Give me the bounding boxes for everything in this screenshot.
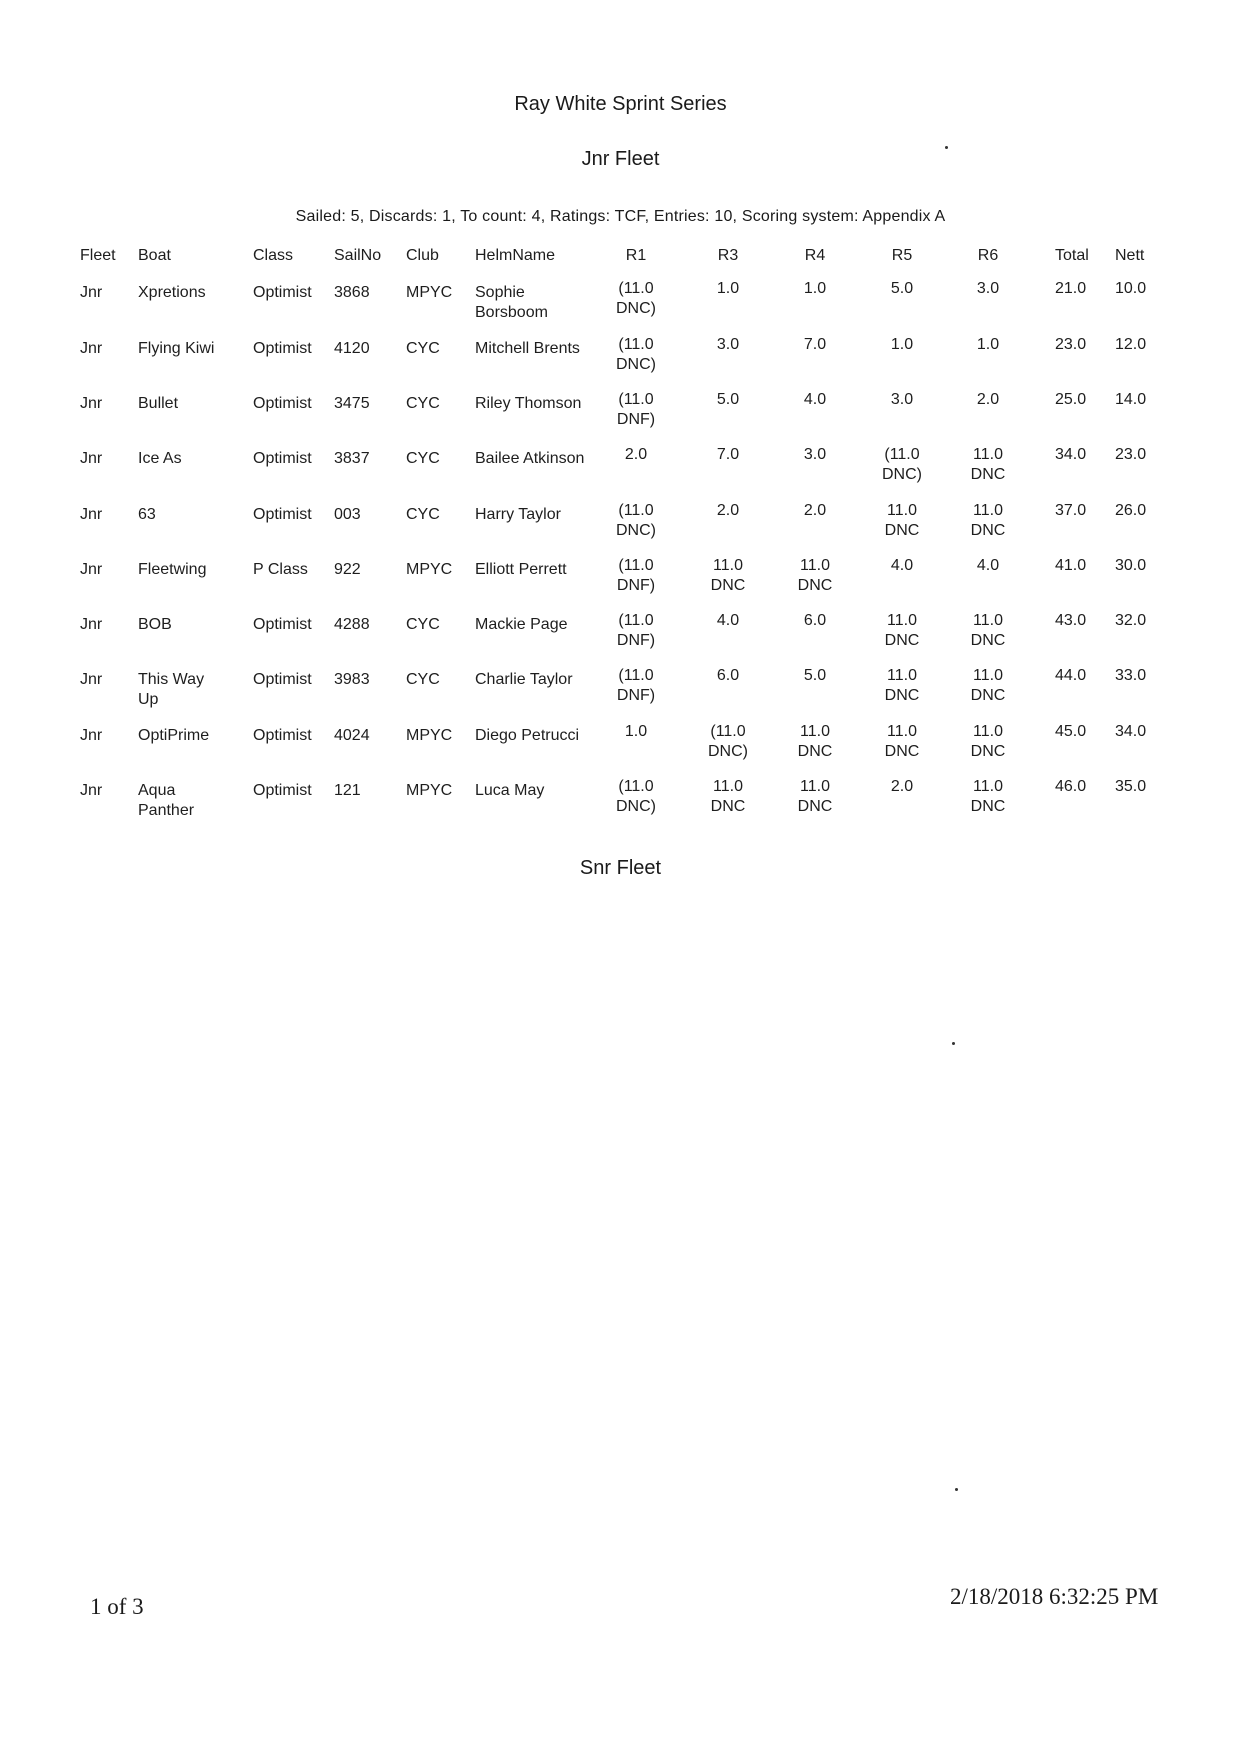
cell-boat: Xpretions xyxy=(138,284,206,301)
cell-class: Optimist xyxy=(253,782,312,799)
cell-helm-name: Luca May xyxy=(475,782,545,799)
cell-class: Optimist xyxy=(253,506,312,523)
column-header-class: Class xyxy=(253,247,294,264)
column-header-club: Club xyxy=(406,247,439,264)
column-header-r1: R1 xyxy=(625,247,647,264)
cell-nett: 26.0 xyxy=(1115,502,1147,519)
cell-fleet: Jnr xyxy=(80,616,103,633)
cell-boat: Fleetwing xyxy=(138,561,207,578)
cell-club: MPYC xyxy=(406,727,453,744)
cell-club: MPYC xyxy=(406,284,453,301)
cell-r5: 11.0 DNC xyxy=(884,612,920,649)
column-header-fleet: Fleet xyxy=(80,247,116,264)
cell-nett: 33.0 xyxy=(1115,667,1147,684)
cell-r1: (11.0 DNF) xyxy=(616,557,656,594)
cell-sail-no: 922 xyxy=(334,561,361,578)
cell-boat: Bullet xyxy=(138,395,179,412)
cell-r5: 11.0 DNC xyxy=(884,723,920,760)
cell-class: Optimist xyxy=(253,727,312,744)
column-header-r6: R6 xyxy=(977,247,999,264)
cell-class: Optimist xyxy=(253,284,312,301)
cell-boat: Aqua Panther xyxy=(138,782,195,819)
cell-helm-name: Bailee Atkinson xyxy=(475,450,585,467)
cell-r3: 2.0 xyxy=(716,502,740,519)
column-header-helm-name: HelmName xyxy=(475,247,556,264)
cell-club: CYC xyxy=(406,395,440,412)
column-header-total: Total xyxy=(1055,247,1089,264)
cell-fleet: Jnr xyxy=(80,782,103,799)
cell-nett: 34.0 xyxy=(1115,723,1147,740)
scan-speck xyxy=(945,146,948,149)
cell-helm-name: Charlie Taylor xyxy=(475,671,573,688)
cell-nett: 23.0 xyxy=(1115,446,1147,463)
cell-helm-name: Elliott Perrett xyxy=(475,561,567,578)
cell-fleet: Jnr xyxy=(80,561,103,578)
document-title: Ray White Sprint Series xyxy=(514,93,727,115)
cell-club: CYC xyxy=(406,340,440,357)
cell-class: P Class xyxy=(253,561,308,578)
cell-nett: 12.0 xyxy=(1115,336,1147,353)
cell-r5: 5.0 xyxy=(890,280,914,297)
cell-r6: 11.0 DNC xyxy=(970,612,1006,649)
cell-total: 21.0 xyxy=(1055,280,1087,297)
cell-class: Optimist xyxy=(253,340,312,357)
cell-r6: 4.0 xyxy=(976,557,1000,574)
cell-total: 46.0 xyxy=(1055,778,1087,795)
cell-nett: 14.0 xyxy=(1115,391,1147,408)
cell-r6: 3.0 xyxy=(976,280,1000,297)
scan-speck xyxy=(955,1488,958,1491)
cell-class: Optimist xyxy=(253,616,312,633)
print-timestamp: 2/18/2018 6:32:25 PM xyxy=(950,1584,1159,1609)
cell-club: MPYC xyxy=(406,782,453,799)
cell-r5: (11.0 DNC) xyxy=(882,446,922,483)
column-header-r4: R4 xyxy=(804,247,826,264)
cell-r6: 11.0 DNC xyxy=(970,446,1006,483)
cell-nett: 30.0 xyxy=(1115,557,1147,574)
cell-r4: 2.0 xyxy=(803,502,827,519)
cell-r4: 11.0 DNC xyxy=(797,557,833,594)
cell-boat: 63 xyxy=(138,506,156,523)
cell-boat: BOB xyxy=(138,616,172,633)
jnr-fleet-heading: Jnr Fleet xyxy=(581,148,660,170)
cell-r6: 11.0 DNC xyxy=(970,667,1006,704)
cell-r1: (11.0 DNC) xyxy=(616,502,656,539)
column-header-r5: R5 xyxy=(891,247,913,264)
cell-r1: (11.0 DNC) xyxy=(616,778,656,815)
cell-fleet: Jnr xyxy=(80,506,103,523)
cell-boat: Flying Kiwi xyxy=(138,340,215,357)
cell-r4: 11.0 DNC xyxy=(797,778,833,815)
cell-r4: 1.0 xyxy=(803,280,827,297)
column-header-boat: Boat xyxy=(138,247,171,264)
cell-sail-no: 003 xyxy=(334,506,361,523)
cell-r1: (11.0 DNC) xyxy=(616,336,656,373)
cell-sail-no: 3475 xyxy=(334,395,370,412)
cell-total: 43.0 xyxy=(1055,612,1087,629)
cell-fleet: Jnr xyxy=(80,671,103,688)
cell-total: 41.0 xyxy=(1055,557,1087,574)
cell-r3: 5.0 xyxy=(716,391,740,408)
cell-club: CYC xyxy=(406,506,440,523)
cell-fleet: Jnr xyxy=(80,450,103,467)
cell-r5: 11.0 DNC xyxy=(884,667,920,704)
cell-boat: This Way Up xyxy=(138,671,205,708)
cell-r5: 3.0 xyxy=(890,391,914,408)
cell-total: 25.0 xyxy=(1055,391,1087,408)
cell-r6: 11.0 DNC xyxy=(970,723,1006,760)
cell-total: 37.0 xyxy=(1055,502,1087,519)
cell-sail-no: 121 xyxy=(334,782,361,799)
cell-r4: 4.0 xyxy=(803,391,827,408)
series-summary: Sailed: 5, Discards: 1, To count: 4, Ratings: TCF, Entries: 10, Scoring system: Appendix A xyxy=(295,208,946,225)
cell-helm-name: Mitchell Brents xyxy=(475,340,580,357)
cell-r4: 11.0 DNC xyxy=(797,723,833,760)
cell-class: Optimist xyxy=(253,450,312,467)
cell-club: CYC xyxy=(406,616,440,633)
cell-r3: 11.0 DNC xyxy=(710,557,746,594)
cell-r3: 1.0 xyxy=(716,280,740,297)
cell-nett: 10.0 xyxy=(1115,280,1147,297)
cell-helm-name: Sophie Borsboom xyxy=(475,284,548,321)
cell-sail-no: 3983 xyxy=(334,671,370,688)
cell-r5: 1.0 xyxy=(890,336,914,353)
scan-speck xyxy=(952,1042,955,1045)
cell-r1: (11.0 DNF) xyxy=(616,667,656,704)
cell-total: 34.0 xyxy=(1055,446,1087,463)
cell-sail-no: 3868 xyxy=(334,284,370,301)
cell-r6: 11.0 DNC xyxy=(970,502,1006,539)
cell-r3: 7.0 xyxy=(716,446,740,463)
cell-club: CYC xyxy=(406,450,440,467)
cell-r1: (11.0 DNF) xyxy=(616,612,656,649)
cell-club: MPYC xyxy=(406,561,453,578)
snr-fleet-heading: Snr Fleet xyxy=(579,857,662,879)
cell-sail-no: 4024 xyxy=(334,727,370,744)
cell-sail-no: 4120 xyxy=(334,340,370,357)
cell-class: Optimist xyxy=(253,395,312,412)
cell-r4: 6.0 xyxy=(803,612,827,629)
cell-r3: 3.0 xyxy=(716,336,740,353)
cell-club: CYC xyxy=(406,671,440,688)
cell-r4: 5.0 xyxy=(803,667,827,684)
cell-fleet: Jnr xyxy=(80,727,103,744)
cell-helm-name: Diego Petrucci xyxy=(475,727,580,744)
cell-r6: 11.0 DNC xyxy=(970,778,1006,815)
cell-r1: 2.0 xyxy=(624,446,648,463)
column-header-r3: R3 xyxy=(717,247,739,264)
cell-boat: Ice As xyxy=(138,450,182,467)
cell-total: 45.0 xyxy=(1055,723,1087,740)
cell-nett: 35.0 xyxy=(1115,778,1147,795)
cell-r3: 6.0 xyxy=(716,667,740,684)
cell-fleet: Jnr xyxy=(80,395,103,412)
cell-r1: (11.0 DNC) xyxy=(616,280,656,317)
cell-r3: 11.0 DNC xyxy=(710,778,746,815)
cell-r6: 1.0 xyxy=(976,336,1000,353)
cell-r5: 11.0 DNC xyxy=(884,502,920,539)
cell-r3: 4.0 xyxy=(716,612,740,629)
cell-helm-name: Mackie Page xyxy=(475,616,568,633)
cell-r4: 3.0 xyxy=(803,446,827,463)
cell-r4: 7.0 xyxy=(803,336,827,353)
cell-sail-no: 3837 xyxy=(334,450,370,467)
cell-helm-name: Harry Taylor xyxy=(475,506,561,523)
cell-nett: 32.0 xyxy=(1115,612,1147,629)
cell-class: Optimist xyxy=(253,671,312,688)
cell-fleet: Jnr xyxy=(80,340,103,357)
cell-r3: (11.0 DNC) xyxy=(708,723,748,760)
cell-fleet: Jnr xyxy=(80,284,103,301)
cell-sail-no: 4288 xyxy=(334,616,370,633)
cell-helm-name: Riley Thomson xyxy=(475,395,582,412)
cell-r1: 1.0 xyxy=(624,723,648,740)
cell-r6: 2.0 xyxy=(976,391,1000,408)
cell-total: 23.0 xyxy=(1055,336,1087,353)
page-number: 1 of 3 xyxy=(90,1594,144,1619)
cell-r5: 4.0 xyxy=(890,557,914,574)
cell-r5: 2.0 xyxy=(890,778,914,795)
cell-boat: OptiPrime xyxy=(138,727,210,744)
column-header-sail-no: SailNo xyxy=(334,247,382,264)
cell-r1: (11.0 DNF) xyxy=(616,391,656,428)
cell-total: 44.0 xyxy=(1055,667,1087,684)
column-header-nett: Nett xyxy=(1115,247,1145,264)
